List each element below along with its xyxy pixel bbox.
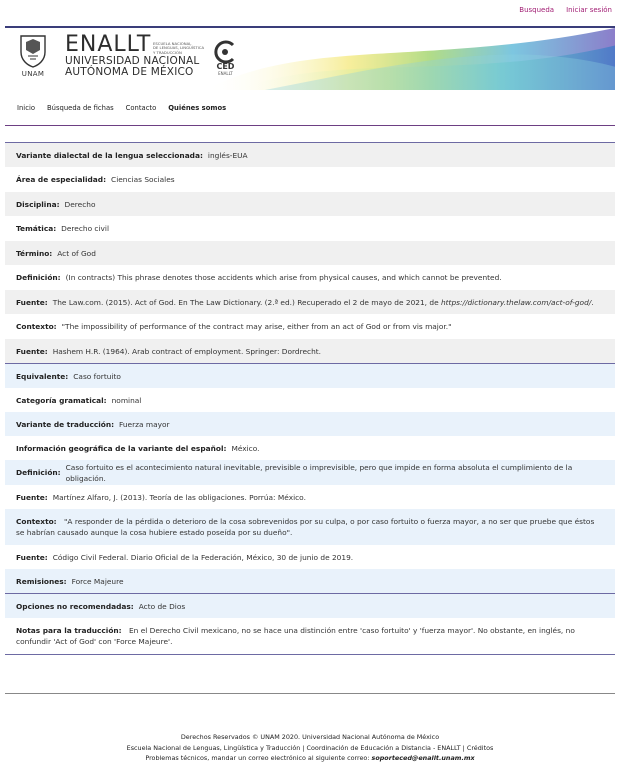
record-row [5, 485, 615, 509]
enallt-subtitle-line: DE LENGUAS, LINGÜÍSTICA [153, 45, 205, 51]
field-value: Código Civil Federal. Diario Oficial de la Federación, México, 30 de junio de 2019. [52, 552, 354, 562]
footer-copyright: Derechos Reservados © UNAM 2020. Universidad Nacional Autónoma de México [180, 733, 440, 741]
field-value: "A responder de la pérdida o deterioro de la cosa sobrevenidos por su culpa, o por caso fortuito o fuerza mayor, a no ser que pruebe que éstos se habrían causado aunque la cosa hubiere estado poseída por su dueño". [16, 517, 595, 537]
field-value: Ciencias Sociales [111, 175, 175, 184]
footer-support [0, 753, 620, 764]
notes-section [5, 594, 615, 655]
record-row [5, 594, 615, 618]
record-row [5, 569, 615, 593]
record-row [5, 265, 615, 290]
field-label: Disciplina: [16, 199, 60, 209]
equivalent-section [5, 364, 615, 594]
field-label: Fuente: [16, 346, 48, 356]
field-label: Contexto: [16, 517, 57, 526]
support-email-link[interactable]: soporteced@enallt.unam.mx [371, 754, 475, 762]
enallt-subtitle-line: ESCUELA NACIONAL [153, 41, 192, 46]
field-label: Fuente: [16, 552, 48, 562]
header-banner [5, 26, 615, 90]
footer-divider [5, 693, 615, 694]
record-row [5, 241, 615, 265]
field-value: "The impossibility of performance of the contract may arise, either from an act of God or from vis major." [61, 322, 452, 331]
field-label: Definición: [16, 468, 61, 477]
field-label: Categoría gramatical: [16, 395, 107, 405]
ced-circle-icon [213, 40, 237, 64]
field-label: Término: [16, 248, 53, 258]
ced-sub-label: ENALLT [218, 71, 233, 76]
footer-support-text: Problemas técnicos, mandar un correo electrónico al siguiente correo: [145, 754, 372, 762]
record-row [5, 509, 615, 545]
enallt-title: ENALLT [65, 32, 152, 57]
field-value: Derecho civil [61, 224, 110, 233]
field-value: Martínez Alfaro, J. (2013). Teoría de las obligaciones. Porrúa: México. [52, 492, 306, 502]
search-link[interactable]: Busqueda [519, 6, 555, 14]
record-row [5, 167, 615, 192]
field-label: Temática: [16, 224, 57, 233]
footer-institution: Escuela Nacional de Lenguas, Lingüística y Traducción | Coordinación de Educación a Distancia - ENALLT | Créditos [126, 743, 494, 752]
source-citation-tail: . [591, 297, 594, 307]
footer [0, 732, 620, 764]
field-label: Área de especialidad: [16, 175, 107, 184]
field-value: Force Majeure [71, 576, 124, 586]
field-label: Definición: [16, 273, 61, 282]
ced-logo[interactable] [211, 40, 239, 76]
record-row [5, 290, 615, 314]
field-value: Acto de Dios [138, 601, 186, 611]
nav-item-busqueda-de-fichas[interactable]: Búsqueda de fichas [47, 103, 114, 112]
university-line-2: AUTÓNOMA DE MÉXICO [65, 66, 194, 78]
login-link[interactable]: Iniciar sesión [566, 6, 612, 14]
field-label: Equivalente: [16, 371, 69, 381]
field-label: Variante de traducción: [16, 419, 115, 429]
field-label: Contexto: [16, 322, 57, 331]
source-term-section [5, 143, 615, 364]
unam-logo[interactable] [11, 34, 55, 78]
field-value: México. [231, 443, 260, 453]
enallt-subtitle [153, 42, 204, 55]
field-value: En el Derecho Civil mexicano, no se hace una distinción entre 'caso fortuito' y 'fuerza mayor'. No obstante, en inglés, no confundir 'Act of God' con 'Force Majeure'. [16, 626, 575, 646]
nav-item-contacto[interactable]: Contacto [125, 103, 157, 112]
field-value: Caso fortuito [73, 371, 121, 381]
field-value [53, 297, 594, 308]
record-row [5, 314, 615, 339]
field-value: Caso fortuito es el acontecimiento natural inevitable, previsible o imprevisible, pero que impide en forma absoluta el cumplimiento de la obligación. [65, 462, 573, 483]
field-label: Fuente: [16, 297, 48, 307]
record-row [5, 460, 615, 485]
field-label: Opciones no recomendadas: [16, 601, 134, 611]
source-url-link[interactable]: https://dictionary.thelaw.com/act-of-god/ [440, 297, 592, 307]
field-value: Derecho [64, 199, 96, 209]
field-label: Fuente: [16, 492, 48, 502]
enallt-subtitle-line: Y TRADUCCIÓN [153, 49, 182, 55]
record-row [5, 364, 615, 388]
field-value: Hashem H.R. (1964). Arab contract of employment. Springer: Dordrecht. [52, 346, 322, 356]
field-value: nominal [111, 395, 142, 405]
field-value: inglés-EUA [207, 150, 248, 160]
record-row [5, 618, 615, 654]
nav-item-quienes-somos[interactable]: Quiénes somos [168, 103, 227, 112]
record-row [5, 412, 615, 436]
field-label: Remisiones: [16, 576, 67, 586]
record-row [5, 216, 615, 241]
term-record [5, 142, 615, 655]
field-value: (In contracts) This phrase denotes those accidents which arise from physical causes, and which cannot be prevented. [65, 273, 502, 282]
ced-label: CED [216, 62, 235, 71]
unam-label: UNAM [21, 70, 45, 78]
top-bar [0, 0, 620, 20]
field-value: Act of God [57, 248, 96, 258]
record-row [5, 436, 615, 460]
record-row [5, 339, 615, 363]
record-row [5, 545, 615, 569]
field-label: Información geográfica de la variante del español: [16, 443, 227, 453]
field-label: Variante dialectal de la lengua seleccionada: [16, 150, 203, 160]
record-row [5, 143, 615, 167]
nav-item-inicio[interactable]: Inicio [17, 103, 35, 112]
university-line-1: UNIVERSIDAD NACIONAL [65, 55, 200, 67]
main-nav [5, 90, 615, 126]
field-label: Notas para la traducción: [16, 626, 122, 635]
unam-shield-icon [18, 34, 48, 68]
record-row [5, 388, 615, 412]
source-citation: The Law.com. (2015). Act of God. En The Law Dictionary. (2.ª ed.) Recuperado el 2 de mayo de 2021, de [52, 297, 441, 307]
record-row [5, 192, 615, 216]
field-value: Fuerza mayor [119, 419, 170, 429]
